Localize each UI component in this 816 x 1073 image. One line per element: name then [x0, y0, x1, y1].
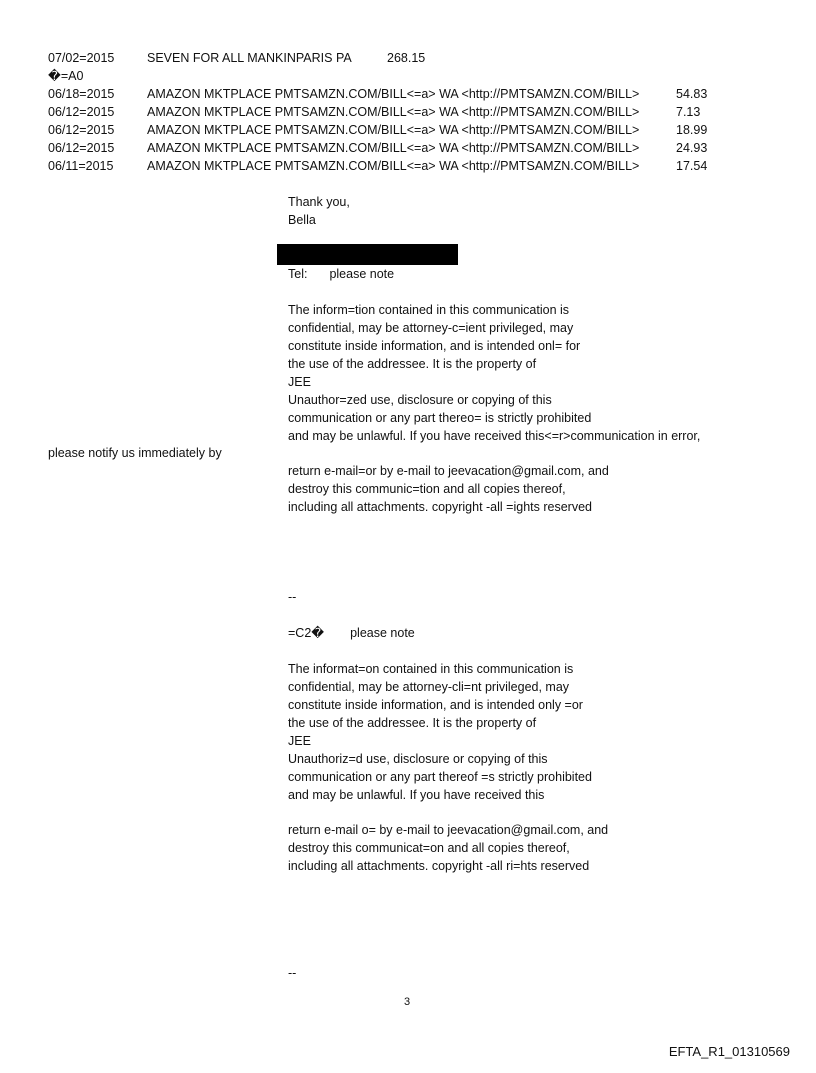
disclaimer-line: including all attachments. copyright -all =ights reserved: [288, 500, 592, 514]
txn-amount: 17.54: [676, 159, 708, 173]
txn-amount: 24.93: [676, 141, 708, 155]
txn-description: AMAZON MKTPLACE PMTSAMZN.COM/BILL<=a> WA <http://PMTSAMZN.COM/BILL>: [147, 159, 640, 173]
txn-description: AMAZON MKTPLACE PMTSAMZN.COM/BILL<=a> WA <http://PMTSAMZN.COM/BILL>: [147, 123, 640, 137]
txn-description: AMAZON MKTPLACE PMTSAMZN.COM/BILL<=a> WA <http://PMTSAMZN.COM/BILL>: [147, 87, 640, 101]
disclaimer-line: destroy this communicat=on and all copies thereof,: [288, 841, 570, 855]
disclaimer-line: Unauthoriz=d use, disclosure or copying of this: [288, 752, 548, 766]
txn-date: 06/12=2015: [48, 123, 115, 137]
txn-description: AMAZON MKTPLACE PMTSAMZN.COM/BILL<=a> WA <http://PMTSAMZN.COM/BILL>: [147, 105, 640, 119]
txn-date: 07/02=2015: [48, 51, 115, 65]
disclaimer-line: and may be unlawful. If you have received this: [288, 788, 545, 802]
contact-note: please note: [350, 626, 415, 640]
txn-date: 06/12=2015: [48, 105, 115, 119]
document-id: EFTA_R1_01310569: [668, 1044, 790, 1059]
disclaimer-line: Unauthor=zed use, disclosure or copying of this: [288, 393, 552, 407]
disclaimer-line: communication or any part thereo= is strictly prohibited: [288, 411, 592, 425]
txn-amount: 268.15: [387, 51, 426, 65]
disclaimer-line: communication or any part thereof =s strictly prohibited: [288, 770, 592, 784]
disclaimer-line: The inform=tion contained in this communication is: [288, 303, 570, 317]
contact-note: please note: [329, 267, 395, 281]
disclaimer-line: JEE: [288, 734, 311, 748]
signoff-thanks: Thank you,: [288, 195, 350, 209]
disclaimer-line: destroy this communic=tion and all copies thereof,: [288, 482, 566, 496]
contact-label: =C2�: [288, 626, 325, 640]
disclaimer-line: JEE: [288, 375, 311, 389]
txn-amount: 7.13: [676, 105, 701, 119]
disclaimer-line: return e-mail=or by e-mail to jeevacation@gmail.com, and: [288, 464, 609, 478]
disclaimer-wrapped-line: please notify us immediately by: [48, 446, 222, 460]
txn-date: 06/12=2015: [48, 141, 115, 155]
contact-line: [288, 265, 394, 283]
txn-continuation: �=A0: [48, 69, 84, 83]
contact-label: Tel:: [288, 267, 308, 281]
disclaimer-line: constitute inside information, and is intended onl= for: [288, 339, 581, 353]
txn-description: AMAZON MKTPLACE PMTSAMZN.COM/BILL<=a> WA <http://PMTSAMZN.COM/BILL>: [147, 141, 640, 155]
disclaimer-line: The informat=on contained in this communication is: [288, 662, 574, 676]
txn-description: SEVEN FOR ALL MANKINPARIS PA: [147, 51, 352, 65]
signature-separator: --: [288, 590, 297, 604]
redaction-bar: [277, 244, 458, 265]
disclaimer-line: confidential, may be attorney-cli=nt privileged, may: [288, 680, 570, 694]
txn-date: 06/11=2015: [48, 159, 114, 173]
disclaimer-line: including all attachments. copyright -all ri=hts reserved: [288, 859, 590, 873]
disclaimer-line: confidential, may be attorney-c=ient privileged, may: [288, 321, 574, 335]
txn-amount: 18.99: [676, 123, 708, 137]
signature-separator: --: [288, 966, 297, 980]
contact-line: [288, 624, 415, 642]
txn-amount: 54.83: [676, 87, 708, 101]
txn-date: 06/18=2015: [48, 87, 115, 101]
disclaimer-line: and may be unlawful. If you have received this<=r>communication in error,: [288, 429, 701, 443]
page-number: 3: [404, 996, 411, 1008]
disclaimer-line: the use of the addressee. It is the property of: [288, 716, 537, 730]
disclaimer-line: constitute inside information, and is intended only =or: [288, 698, 583, 712]
disclaimer-line: the use of the addressee. It is the property of: [288, 357, 537, 371]
disclaimer-line: return e-mail o= by e-mail to jeevacation@gmail.com, and: [288, 823, 609, 837]
signoff-name: Bella: [288, 213, 316, 227]
